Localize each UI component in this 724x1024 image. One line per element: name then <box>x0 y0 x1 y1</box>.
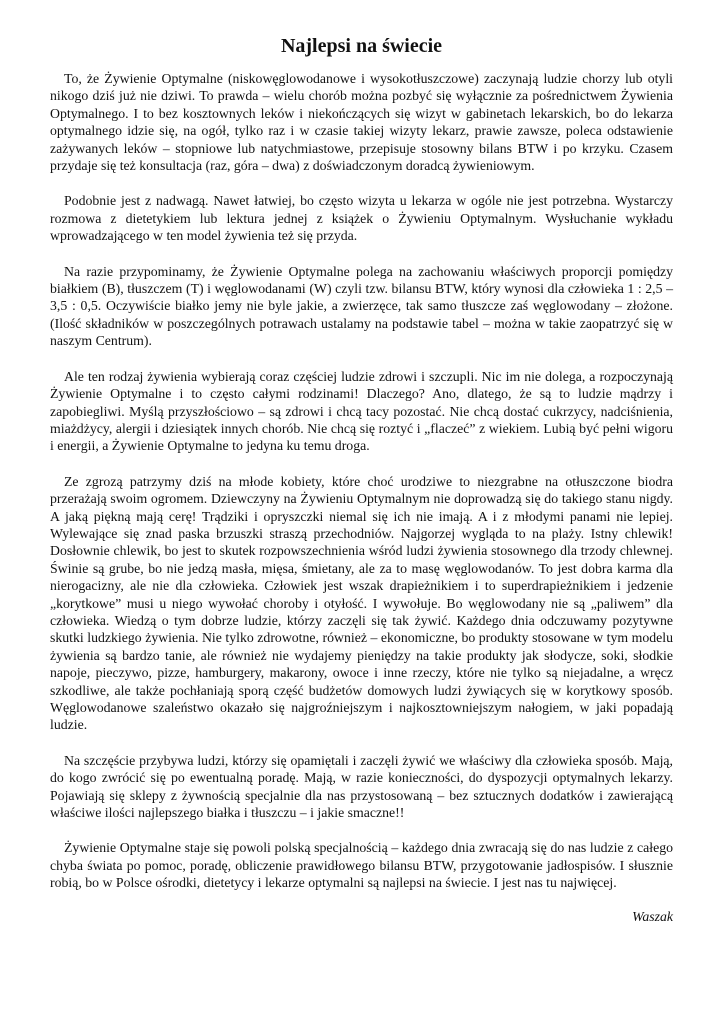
author-signature: Waszak <box>632 908 673 924</box>
article-title: Najlepsi na świecie <box>280 35 443 57</box>
paragraph-5: Ze zgrozą patrzymy dziś na młode kobiety, które choć urodziwe to niezgrabne na otłuszczone biodra przerażają swoim ogromem. Dziewczyny na Żywieniu Optymalnym nie doprowadzą się do takiego stanu nigdy. A jaką piękną mają cerę! Trądziki i opryszczki niemal się ich nie imają. A i z młodymi panami nie lepiej. Wylewające się znad paska brzuszki straszą przechodniów. Najgorzej wygląda to na plaży. Istny chlewik! Dosłownie chlewik, bo jest to skutek rozpowszechnienia wśród ludzi żywienia stosownego dla trzody chlewnej. Świnie są grube, bo nie jedzą masła, mięsa, śmietany, ale za to masę węglowodanów. To jest dobra karma dla nierogacizny, ale nie dla człowieka. Człowiek jest wszak drapieżnikiem i to superdrapieżnikiem i jedzenie „korytkowe” musi u niego wywołać choroby i otyłość. I wywołuje. Bo węglowodany nie są „paliwem” dla człowieka. Wiedzą o tym dobrze ludzie, którzy zaczęli się tak żywić. Każdego dnia odczuwamy pozytywne skutki ludzkiego żywienia. Nie tylko zdrowotne, również – ekonomiczne, bo produkty stosowane w tym modelu żywienia są bardzo tanie, ale również nie wydajemy pieniędzy na takie produkty jak słodycze, soki, słodkie napoje, pieczywo, pizze, hamburgery, makarony, owoce i inne rzeczy, które nie tylko są niejadalne, a wręcz szkodliwe, ale także pochłaniają sporą część budżetów domowych ludzi żywiących się w korytkowy sposób. Węglowodanowe szaleństwo okazało się najgroźniejszym i najkosztowniejszym nałogiem, w jaki popadają ludzie. <box>50 473 673 733</box>
paragraph-4: Ale ten rodzaj żywienia wybierają coraz częściej ludzie zdrowi i szczupli. Nic im nie dolega, a rozpoczynają Żywienie Optymalne i to często całymi rodzinami! Dlaczego? Ano, dlatego, że są to ludzie mądrzy i zapobiegliwi. Myślą przyszłościowo – są zdrowi i chcą tacy pozostać. Nie chcą dostać cukrzycy, nadciśnienia, miażdżycy, alergii i dziesiątek innych chorób. Nie chcą się roztyć i „flaczeć” z wiekiem. Lubią być pełni wigoru i energii, a Żywienie Optymalne to jedyna ku temu droga. <box>50 368 673 454</box>
paragraph-6: Na szczęście przybywa ludzi, którzy się opamiętali i zaczęli żywić we właściwy dla człowieka sposób. Mają, do kogo zwrócić się po ewentualną poradę. Mają, w razie konieczności, do dyspozycji optymalnych lekarzy. Pojawiają się sklepy z żywnością specjalnie dla nas przystosowaną – bez sztucznych dodatków i zawierającą właściwe ilości najlepszego białka i tłuszczu – i jakie smaczne!! <box>50 752 673 821</box>
paragraph-3: Na razie przypominamy, że Żywienie Optymalne polega na zachowaniu właściwych proporcji pomiędzy białkiem (B), tłuszczem (T) i węglowodanami (W) czyli tzw. bilansu BTW, który wynosi dla człowieka 1 : 2,5 – 3,5 : 0,5. Oczywiście białko jemy nie byle jakie, a zwierzęce, tak samo tłuszcze zaś węglowodany – złożone. (Ilość składników w poszczególnych potrawach ustalamy na podstawie tabel – można w takie zaopatrzyć się w naszym Centrum). <box>50 263 673 349</box>
article <box>50 34 673 925</box>
paragraph-7: Żywienie Optymalne staje się powoli polską specjalnością – każdego dnia zwracają się do nas ludzie z całego chyba świata po pomoc, poradę, obliczenie prawidłowego bilansu BTW, przygotowanie jadłospisów. I słusznie robią, bo w Polsce ośrodki, dietetycy i lekarze optymalni są najlepsi na świecie. I jest nas tu najwięcej. <box>50 840 673 891</box>
paragraph-1: To, że Żywienie Optymalne (niskowęglowodanowe i wysokotłuszczowe) zaczynają ludzie chorzy lub otyli nikogo dziś już nie dziwi. To prawda – wielu chorób można pozbyć się wyłącznie za pośrednictwem Żywienia Optymalnego. I to bez kosztownych leków i niekończących się wizyt w gabinetach lekarskich, bo do lekarza optymalnego idzie się, na ogół, tylko raz i w czasie takiej wizyty lekarz, prawie zawsze, poleca odstawienie zażywanych leków – stopniowe lub natychmiastowe, przepisuje stosowny bilans BTW i po krzyku. Czasem przydaje się też konsultacja (raz, góra – dwa) z doświadczonym doradcą żywieniowym. <box>50 71 673 174</box>
paragraph-2: Podobnie jest z nadwagą. Nawet łatwiej, bo często wizyta u lekarza w ogóle nie jest potrzebna. Wystarczy rozmowa z dietetykiem lub lektura jednej z książek o Żywieniu Optymalnym. Wysłuchanie wykładu wprowadzającego w ten model żywienia też się przyda. <box>50 193 673 244</box>
